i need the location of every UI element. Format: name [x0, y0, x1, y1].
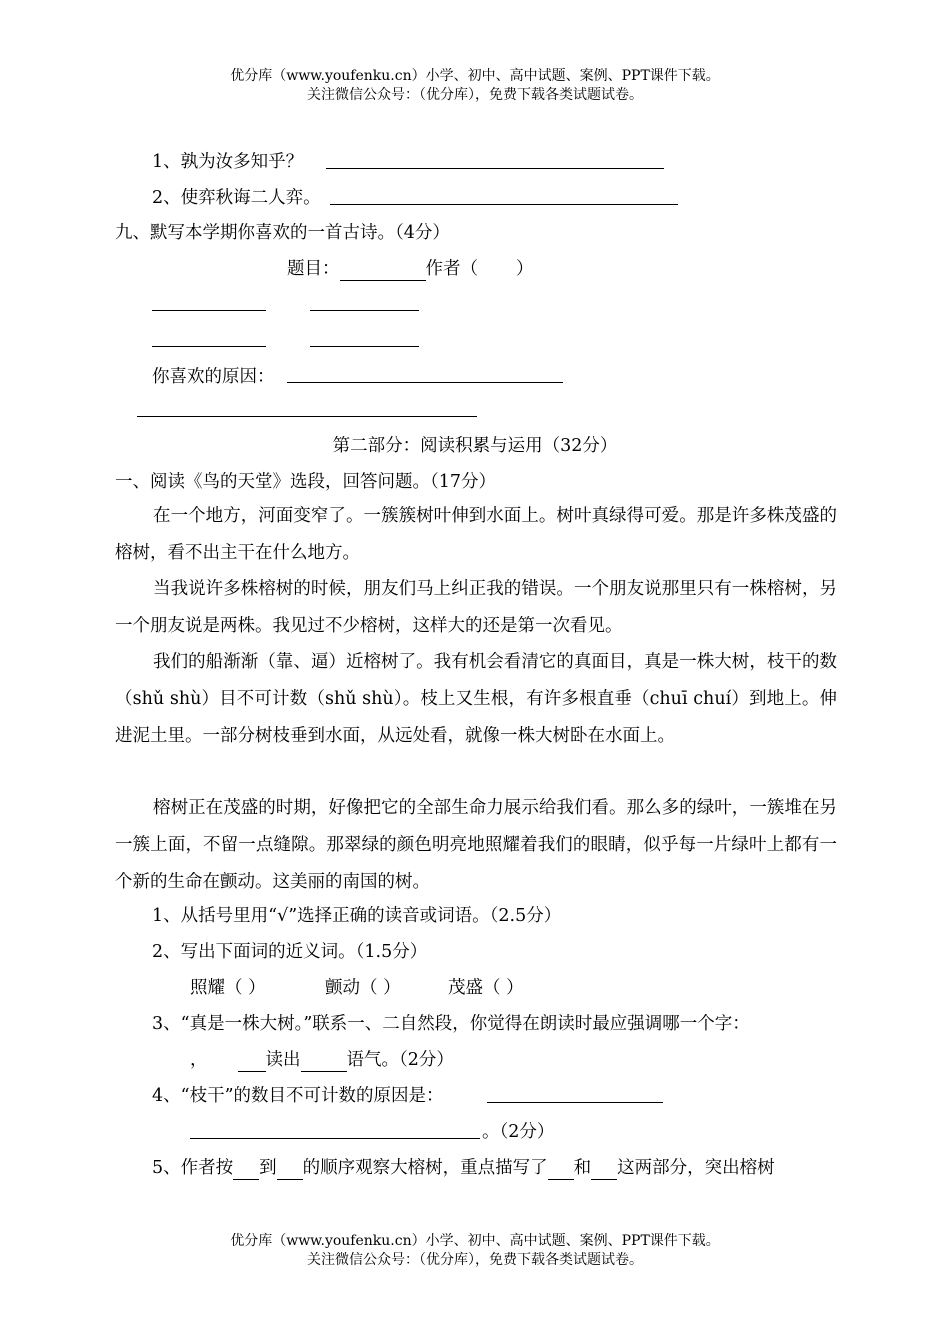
sq4-end: 。（2分）	[482, 1122, 555, 1142]
passage-paragraph-1: 在一个地方，河面变窄了。一簇簇树叶伸到水面上。树叶真绿得可爱。那是许多株茂盛的榕树，看不出主干在什么地方。	[115, 506, 837, 563]
reason-line-2[interactable]	[137, 416, 477, 417]
part-2-heading: 第二部分：阅读积累与运用（32分）	[332, 436, 618, 456]
passage-paragraph-3: 我们的船渐渐（靠、逼）近榕树了。我有机会看清它的真面目，真是一株大树，枝干的数（shǔ shù）目不可计数（shǔ shù）。枝上又生根，有许多根直垂（chuī chuí）到地上。伸进泥土里。一部分树枝垂到水面，从远处看，就像一株大树卧在水面上。	[115, 652, 837, 746]
sub-question-3-cont: ， 读出 语气。（2分）	[190, 1050, 454, 1070]
poem-title-blank[interactable]	[340, 262, 426, 281]
synonym-word-1[interactable]: 照耀（ ）	[190, 978, 266, 998]
sq3-blank-1[interactable]	[238, 1053, 266, 1072]
sq3-blank-2[interactable]	[301, 1053, 347, 1072]
sq4-answer-line-2[interactable]	[190, 1138, 480, 1139]
sub-question-1: 1、从括号里用“√”选择正确的读音或词语。（2.5分）	[152, 906, 562, 926]
reason-line-1[interactable]	[287, 382, 563, 383]
sq5-blank-1[interactable]	[233, 1161, 259, 1180]
reading-q1-title: 一、阅读《鸟的天堂》选段，回答问题。（17分）	[115, 472, 497, 492]
sub-question-5: 5、作者按 到 的顺序观察大榕树，重点描写了 和 这两部分，突出榕树	[152, 1158, 775, 1178]
question-2: 2、使弈秋诲二人弈。	[152, 188, 321, 208]
passage-paragraph-2: 当我说许多株榕树的时候，朋友们马上纠正我的错误。一个朋友说那里只有一株榕树，另一个朋友说是两株。我见过不少榕树，这样大的还是第一次看见。	[115, 579, 837, 636]
question-1: 1、孰为汝多知乎？	[152, 152, 304, 172]
poem-line-1b[interactable]	[310, 310, 419, 311]
sq4-answer-line-1[interactable]	[487, 1102, 663, 1103]
sub-question-4: 4、“枝干”的数目不可计数的原因是：	[152, 1086, 444, 1106]
author-label: 作者（	[425, 259, 478, 279]
answer-line-q1[interactable]	[326, 168, 664, 169]
sq5-blank-2[interactable]	[277, 1161, 303, 1180]
answer-line-q2[interactable]	[330, 204, 678, 205]
sub-question-3: 3、“真是一株大树。”联系一、二自然段，你觉得在朗读时最应强调哪一个字：	[152, 1014, 750, 1034]
poem-line-1a[interactable]	[152, 310, 266, 311]
header-line-2: 关注微信公众号：（优分库），免费下载各类试题试卷。	[307, 87, 643, 103]
sq5-blank-3[interactable]	[548, 1161, 574, 1180]
poem-title-row	[287, 257, 534, 281]
title-label: 题目：	[287, 259, 340, 279]
synonym-word-3[interactable]: 茂盛（ ）	[448, 978, 524, 998]
reason-label: 你喜欢的原因：	[152, 367, 275, 387]
synonym-word-2[interactable]: 颤动（ ）	[325, 978, 401, 998]
passage-paragraph-4: 榕树正在茂盛的时期，好像把它的全部生命力展示给我们看。那么多的绿叶，一簇堆在另一簇上面，不留一点缝隙。那翠绿的颜色明亮地照耀着我们的眼睛，似乎每一片绿叶上都有一个新的生命在颤动。这美丽的南国的树。	[115, 798, 837, 892]
poem-line-2b[interactable]	[310, 346, 419, 347]
section-9-title: 九、默写本学期你喜欢的一首古诗。（4分）	[115, 223, 450, 243]
poem-line-2a[interactable]	[152, 346, 266, 347]
header-line-1: 优分库（www.youfenku.cn）小学、初中、高中试题、案例、PPT课件下载。	[230, 68, 720, 84]
footer-line-1: 优分库（www.youfenku.cn）小学、初中、高中试题、案例、PPT课件下载。	[230, 1233, 720, 1249]
footer-line-2: 关注微信公众号：（优分库），免费下载各类试题试卷。	[307, 1252, 643, 1268]
sq5-blank-4[interactable]	[591, 1161, 617, 1180]
sub-question-2: 2、写出下面词的近义词。（1.5分）	[152, 942, 428, 962]
author-close: ）	[516, 259, 534, 279]
